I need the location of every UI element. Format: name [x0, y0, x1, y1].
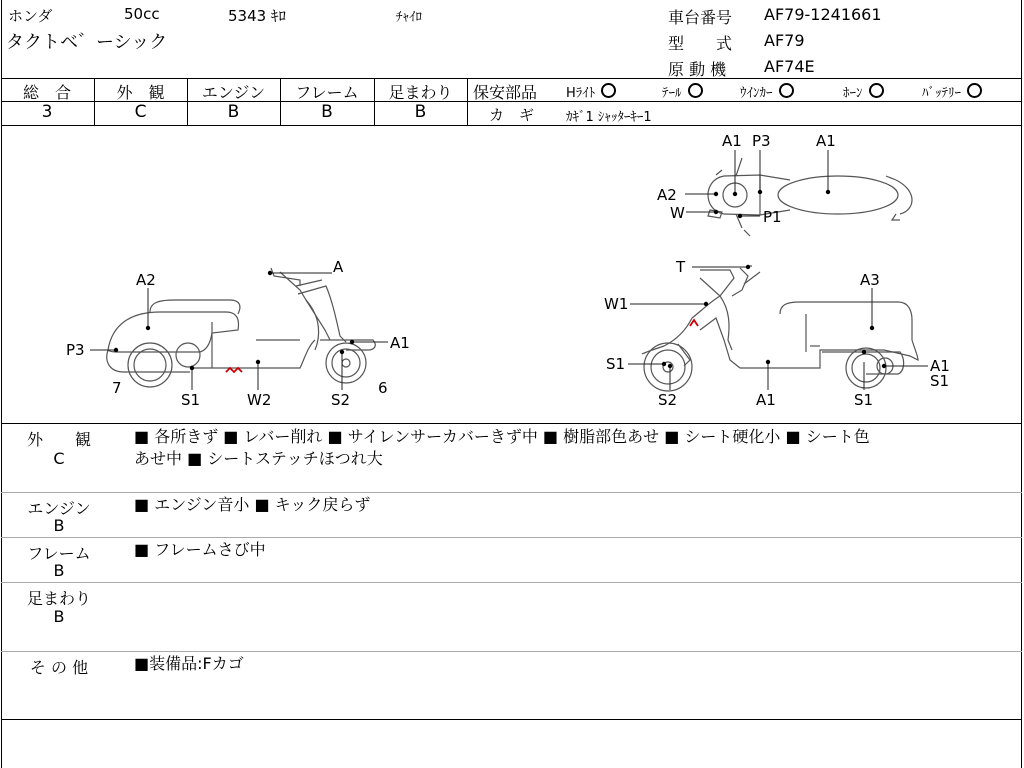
remarks-exterior-grade: C	[53, 449, 65, 468]
suspension-grade: B	[414, 102, 427, 122]
frame-no: AF79-1241661	[764, 5, 882, 24]
damage-mark-right	[690, 320, 698, 326]
remarks-exterior-line2: あせ中 ■ シートステッチほつれ大	[134, 449, 383, 468]
engine-grade: B	[227, 102, 240, 122]
top-label-a1-seat: A1	[816, 132, 836, 150]
left-label-a2: A2	[136, 271, 156, 289]
remarks-divider	[1, 651, 1022, 652]
safety-battery-label: ﾊﾞｯﾃﾘｰ	[922, 86, 961, 101]
safety-winker-label: ｳｲﾝｶｰ	[740, 86, 773, 101]
left-label-a: A	[333, 258, 344, 276]
key-value: ｶｷﾞ1 ｼｬｯﾀｰｷｰ1	[566, 110, 652, 125]
remarks-top-border	[1, 423, 1022, 424]
remarks-other-text: ■装備品:Fカゴ	[134, 654, 244, 673]
right-label-s1-rear: S1	[930, 372, 950, 390]
exterior-label: 外 観	[116, 83, 165, 102]
left-label-6: 6	[378, 379, 388, 397]
safety-taillight-label: ﾃｰﾙ	[662, 86, 682, 101]
frame-grade: B	[321, 102, 333, 122]
engine-label: 原 動 機	[668, 60, 727, 79]
top-label-a2: A2	[657, 186, 677, 204]
right-label-s1: S1	[854, 391, 874, 409]
remarks-divider	[1, 492, 1022, 493]
remarks-frame-text: ■ フレームさび中	[134, 540, 266, 559]
remarks-divider	[1, 582, 1022, 583]
color: ﾁｬｲﾛ	[396, 10, 422, 25]
suspension-grade-label: 足まわり	[388, 83, 453, 102]
left-label-s1: S1	[181, 391, 201, 409]
right-label-a1-rear: A1	[930, 357, 950, 375]
overall-grade: 3	[41, 102, 53, 122]
overall-label: 総 合	[22, 83, 71, 102]
right-label-s2: S2	[658, 391, 678, 409]
remarks-divider	[1, 537, 1022, 538]
remarks-suspension-grade: B	[53, 607, 65, 626]
remarks-engine-label: エンジン	[27, 499, 91, 518]
right-label-s1-front: S1	[606, 355, 626, 373]
remarks-exterior-line1: ■ 各所きず ■ レバー削れ ■ サイレンサーカバーきず中 ■ 樹脂部色あせ ■ シート硬化小 ■ シート色	[134, 427, 870, 446]
type-label: 型 式	[668, 34, 733, 53]
right-label-a3: A3	[860, 271, 880, 289]
remarks-engine-grade: B	[53, 516, 65, 535]
mileage: 5343 ｷﾛ	[228, 7, 286, 25]
left-label-s2: S2	[331, 391, 351, 409]
right-label-w1: W1	[604, 295, 629, 313]
safety-horn-label: ﾎｰﾝ	[843, 86, 863, 101]
frame-grade-label: フレーム	[295, 83, 359, 102]
right-label-t: T	[676, 258, 686, 276]
left-label-w2: W2	[247, 391, 272, 409]
remarks-frame-label: フレーム	[27, 544, 91, 563]
left-label-p3: P3	[66, 341, 85, 359]
top-view-drawing	[708, 158, 912, 236]
frame-no-label: 車台番号	[668, 8, 733, 27]
damage-marks	[226, 320, 698, 372]
right-label-a1: A1	[756, 391, 776, 409]
engine-value: AF74E	[764, 57, 815, 76]
left-label-a1: A1	[390, 334, 410, 352]
key-label: カ ギ	[489, 106, 535, 124]
left-label-7: 7	[112, 379, 122, 397]
top-label-p1: P1	[763, 208, 782, 226]
displacement: 50cc	[124, 5, 160, 23]
engine-grade-label: エンジン	[201, 83, 266, 102]
safety-headlight-label: Hﾗｲﾄ	[566, 86, 596, 101]
safety-label: 保安部品	[473, 83, 538, 102]
model-name: タクトベ゛ーシック	[6, 32, 168, 53]
type-value: AF79	[764, 31, 805, 50]
top-label-a1-handle: A1	[722, 132, 742, 150]
top-label-w: W	[670, 204, 685, 222]
exterior-grade: C	[134, 102, 147, 122]
remarks-bottom-border	[1, 719, 1022, 720]
remarks-other-label: そ の 他	[29, 658, 89, 677]
remarks-frame-grade: B	[53, 561, 65, 580]
remarks-exterior-label: 外 観	[26, 430, 91, 449]
remarks-engine-text: ■ エンジン音小 ■ キック戻らず	[134, 495, 371, 514]
maker: ホンダ	[8, 7, 53, 25]
remarks-suspension-label: 足まわり	[26, 589, 91, 608]
top-label-p3: P3	[752, 132, 771, 150]
